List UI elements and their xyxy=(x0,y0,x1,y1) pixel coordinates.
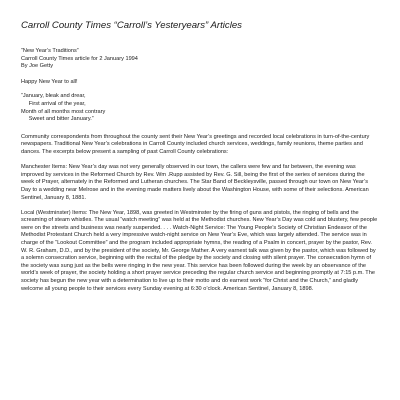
poem-line: Month of all months most contrary xyxy=(21,108,106,115)
article-headline: “New Year’s Traditions” xyxy=(21,48,79,54)
article-source-line: Carroll County Times article for 2 January 1994 xyxy=(21,55,138,62)
poem-block xyxy=(21,93,379,123)
poem-line: First arrival of the year, xyxy=(21,100,86,107)
westminster-items-paragraph: Local (Westminster) Items: The New Year, 1898, was greeted in Westminster by the firing of guns and pistols, the ringing of bells and the screaming of steam whistles. The usual “watch meeting” was held at the Methodist churches. New Year’s Day was cold and blustery, few people were on the streets and business was nearly suspended. . . . Watch-Night Service: The Young People’s Society of Christian Endeavor of the Methodist Protestant Church held a very impressive watch-night service on New Year’s Eve, which was largely attended. The service was in charge of the “Lookout Committee” and the program included appropriate hymns, the reading of a Psalm in concert, prayer by the pastor, Rev. W. R. Graham, D.D., and by the president of the society, Mr. George Mather. A very earnest talk was given by the pastor, which was followed by a solemn consecration service, beginning with the recital of the pledge by the society and closing with silent prayer. The consecration hymn of the society was sung just as the bells were ringing in the new year. This service has been followed during the week by an observance of the world’s week of prayer, the society holding a short prayer service preceding the regular church service and beginning promptly at 7:15 p.m. The society has begun the new year with a determination to live up to their motto and do earnest work “for Christ and the Church,” and gladly welcome all young people to their services every Sunday evening at 6:30 o’clock. American Sentinel, January 8, 1898. xyxy=(21,209,378,292)
intro-paragraph: Community correspondents from throughout the county sent their New Year’s greetings and recorded local celebrations in turn-of-the-century newspapers. Traditional New Year’s celebrations in Carroll County included church services, weddings, family reunions, theme parties and dances. The excerpts below present a sampling of past Carroll County celebrations: xyxy=(21,133,370,155)
poem-line: Sweet and bitter January.” xyxy=(21,116,94,123)
poem-line: “January, bleak and drear, xyxy=(21,93,86,100)
article-byline: By Joe Getty xyxy=(21,63,54,70)
manchester-items-paragraph: Manchester Items: New Year’s day was not very generally observed in our town, the callers were few and far between, the evening was improved by services in the Reformed Church by Rev. Wm .Rupp assisted by Rev. G. Sill, being the first of the series of services during the week of Prayer, alternately in the Reformed and Lutheran churches. The Star Band of Beckleysville, passed through our town on New Year’s Day to a wedding near Melrose and in the evening made matters lively about the Washington House, with some of their selections. American Sentinel, January 8, 1881. xyxy=(21,164,369,201)
greeting-line: Happy New Year to all! xyxy=(21,78,78,85)
article-header xyxy=(21,48,379,71)
page-bottom-fade xyxy=(0,394,400,400)
document-content xyxy=(21,20,379,301)
document-title: Carroll County Times “Carroll’s Yesteryears” Articles xyxy=(21,20,242,31)
